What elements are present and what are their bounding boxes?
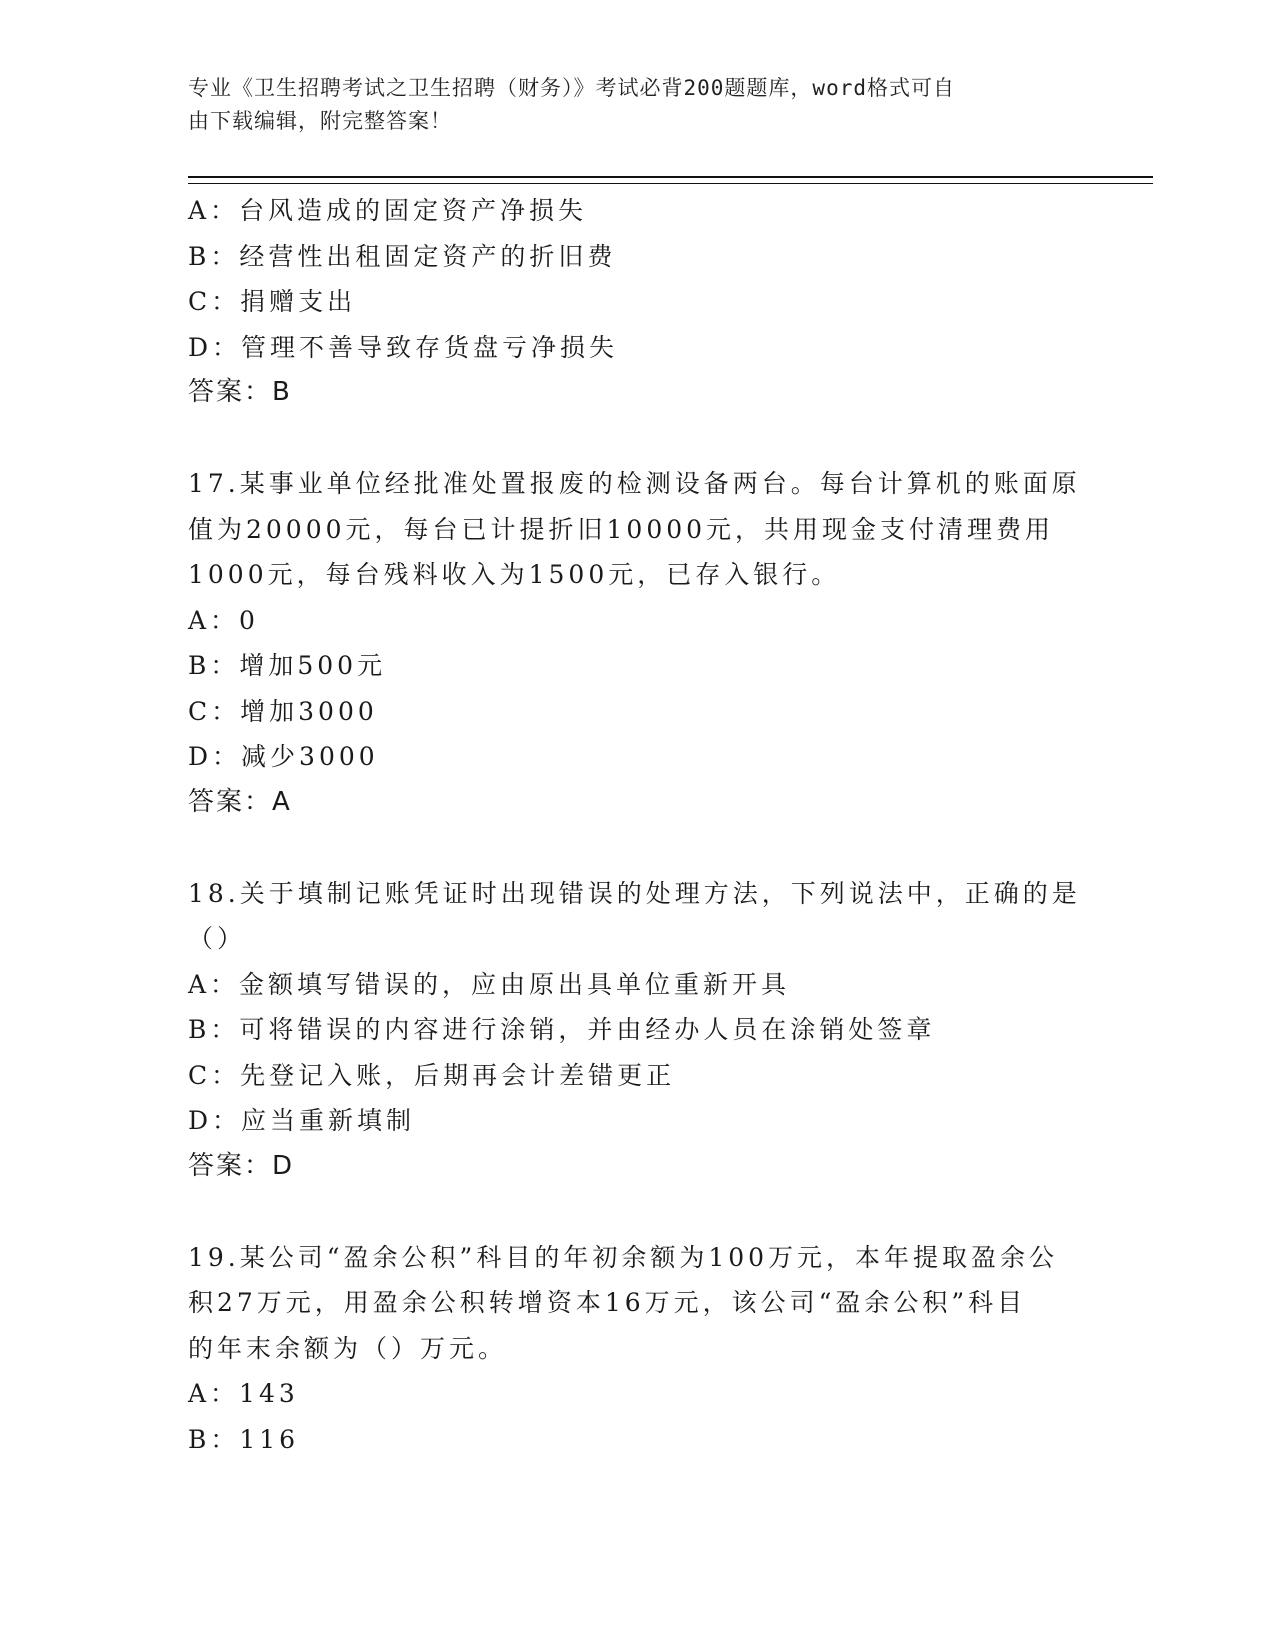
option-a: A：143 [188,1379,299,1408]
option-c: C：捐赠支出 [188,287,357,316]
question-stem-line: 1000元，每台残料收入为1500元，已存入银行。 [188,560,841,589]
option-c: C：先登记入账，后期再会计差错更正 [188,1060,676,1090]
option-b: B：116 [188,1424,300,1454]
question-19 [188,1235,1088,1463]
option-d: D：管理不善导致存货盘亏净损失 [188,332,619,362]
option-d: D：减少3000 [188,742,379,771]
document-header [188,72,1068,138]
question-stem-line: 17.某事业单位经批准处置报废的检测设备两台。每台计算机的账面原 [188,469,1081,498]
option-c: C：增加3000 [188,696,378,726]
question-list [188,188,1088,1462]
header-rule-thin [188,183,1153,184]
option-d: D：应当重新填制 [188,1106,416,1135]
question-stem-line: 积27万元，用盈余公积转增资本16万元，该公司“盈余公积”科目 [188,1288,1027,1317]
answer-label: 答案：D [188,1150,295,1181]
question-stem-line: 的年末余额为（）万元。 [188,1333,508,1363]
spacer [188,416,1088,462]
question-17 [188,461,1088,825]
answer-label: 答案：A [188,786,292,817]
option-b: B：可将错误的内容进行涂销，并由经办人员在涂销处签章 [188,1015,936,1044]
option-a: A：台风造成的固定资产净损失 [188,196,588,225]
answer-label: 答案：B [188,377,292,407]
option-b: B：增加500元 [188,651,387,680]
option-a: A：金额填写错误的，应由原出具单位重新开具 [188,969,791,999]
header-rule-thick [188,176,1153,178]
spacer [188,825,1088,871]
question-stem-line: （） [188,924,247,953]
question-18 [188,871,1088,1190]
question-stem-line: 值为20000元，每台已计提折旧10000元，共用现金支付清理费用 [188,514,1055,544]
option-b: B：经营性出租固定资产的折旧费 [188,241,617,271]
question-16 [188,188,1088,416]
spacer [188,1189,1088,1235]
header-line-2: 由下载编辑，附完整答案！ [188,109,452,133]
question-stem-line: 19.某公司“盈余公积”科目的年初余额为100万元，本年提取盈余公 [188,1242,1059,1272]
option-a: A：0 [188,605,259,635]
header-line-1: 专业《卫生招聘考试之卫生招聘（财务）》考试必背200题题库，word格式可自 [188,76,955,100]
question-stem-line: 18.关于填制记账凭证时出现错误的处理方法，下列说法中，正确的是 [188,878,1081,908]
